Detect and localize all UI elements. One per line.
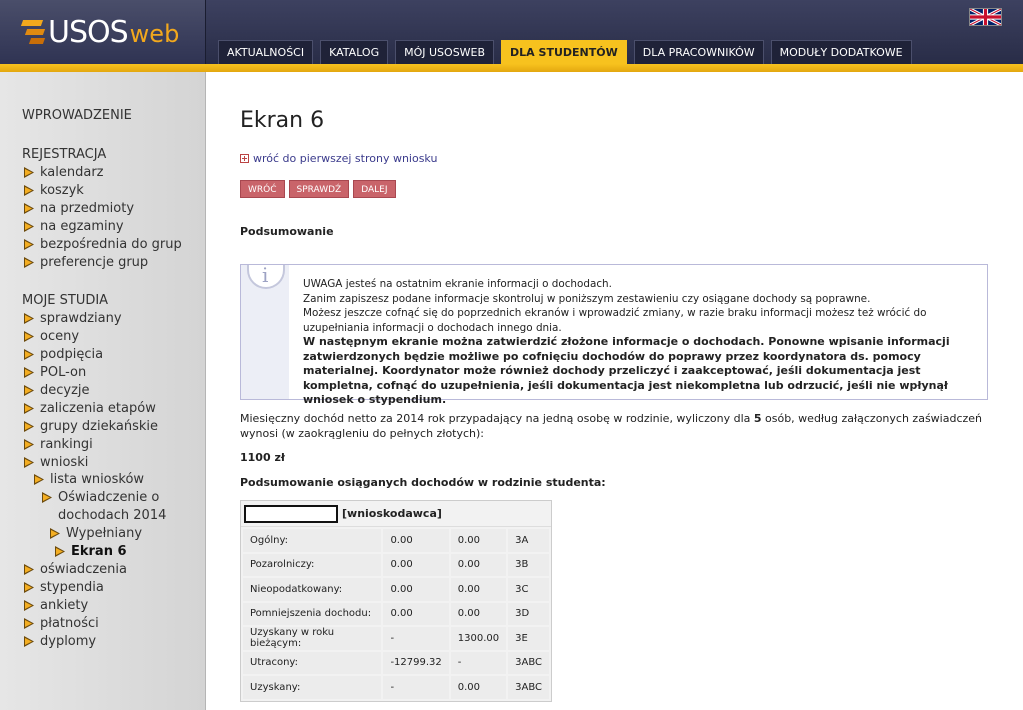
sidebar-item-study-7[interactable] bbox=[24, 437, 93, 452]
sidebar-item-after-0[interactable] bbox=[24, 562, 127, 577]
table-cell: Uzyskany: bbox=[243, 676, 381, 699]
sidebar-item-label: na przedmioty bbox=[40, 201, 135, 216]
table-cell: Nieopodatkowany: bbox=[243, 578, 381, 601]
header bbox=[0, 0, 1023, 72]
arrow-bullet-icon bbox=[24, 185, 34, 196]
sidebar-item-label: stypendia bbox=[40, 580, 104, 595]
table-cell: 0.00 bbox=[383, 603, 448, 626]
table-cell: Pomniejszenia dochodu: bbox=[243, 603, 381, 626]
sidebar-item-label: decyzje bbox=[40, 383, 90, 398]
uk-flag-icon[interactable] bbox=[969, 8, 1002, 26]
sidebar-item-reg-1[interactable] bbox=[24, 183, 84, 198]
back-link-label: wróć do pierwszej strony wniosku bbox=[253, 152, 438, 165]
arrow-bullet-icon bbox=[24, 439, 34, 450]
logo-suffix: web bbox=[129, 20, 180, 48]
sidebar-item-label: rankingi bbox=[40, 437, 93, 452]
sidebar-item-income-declaration-cont[interactable] bbox=[42, 508, 166, 523]
arrow-bullet-icon bbox=[24, 457, 34, 468]
sidebar-item-after-4[interactable] bbox=[24, 634, 96, 649]
arrow-bullet-icon bbox=[24, 313, 34, 324]
nav-tab-0[interactable]: AKTUALNOŚCI bbox=[218, 40, 313, 64]
table-cell: 0.00 bbox=[451, 529, 506, 552]
arrow-bullet-icon bbox=[24, 349, 34, 360]
income-description bbox=[240, 411, 988, 441]
table-row bbox=[243, 627, 549, 650]
arrow-bullet-icon bbox=[24, 385, 34, 396]
logo-mark-icon bbox=[22, 18, 46, 46]
check-button[interactable]: SPRAWDŹ bbox=[289, 180, 350, 198]
sidebar-item-reg-5[interactable] bbox=[24, 255, 148, 270]
arrow-bullet-icon bbox=[24, 618, 34, 629]
redacted-name-box bbox=[244, 505, 338, 523]
table-row bbox=[243, 554, 549, 577]
income-table bbox=[240, 500, 552, 702]
arrow-bullet-icon bbox=[24, 564, 34, 575]
arrow-bullet-icon bbox=[34, 474, 44, 485]
sidebar-item-label: płatności bbox=[40, 616, 99, 631]
summary-heading: Podsumowanie bbox=[240, 225, 334, 238]
table-cell: 3C bbox=[508, 578, 549, 601]
sidebar-item-study-6[interactable] bbox=[24, 419, 158, 434]
table-cell: - bbox=[383, 627, 448, 650]
sidebar-item-label: oceny bbox=[40, 329, 80, 344]
usosweb-logo[interactable] bbox=[22, 15, 179, 49]
arrow-bullet-icon bbox=[24, 167, 34, 178]
table-cell: 0.00 bbox=[383, 578, 448, 601]
info-text bbox=[303, 277, 975, 408]
sidebar bbox=[0, 72, 206, 710]
table-cell: 3A bbox=[508, 529, 549, 552]
info-icon: i bbox=[247, 265, 285, 289]
sidebar-item-study-2[interactable] bbox=[24, 347, 103, 362]
info-warning-bold: W następnym ekranie można zatwierdzić złożone informacje o dochodach. Ponowne wpisanie informacji zatwierdzonych będzie możliwe po cofnięciu dochodów do poprawy przez koordynatora ds. pomocy materialnej. Koordynator może również dochody przeliczyć i zaakceptować, jeśli dokumentacja jest kompletna, cofnąć do uzupełnienia, jeśli dokumentacja jest niekompletna lub odrzucić, jeśli nie wpłynął wniosek o stypendium. bbox=[303, 335, 950, 406]
info-notice bbox=[240, 263, 988, 406]
sidebar-item-label: grupy dziekańskie bbox=[40, 419, 159, 434]
sidebar-section-registration[interactable]: REJESTRACJA bbox=[22, 147, 107, 162]
sidebar-item-study-4[interactable] bbox=[24, 383, 90, 398]
sidebar-item-study-5[interactable] bbox=[24, 401, 156, 416]
table-cell: 3ABC bbox=[508, 676, 549, 699]
sidebar-item-label: POL-on bbox=[40, 365, 87, 380]
family-income-heading: Podsumowanie osiąganych dochodów w rodzinie studenta: bbox=[240, 476, 606, 489]
sidebar-item-label: lista wniosków bbox=[50, 472, 145, 487]
info-line-3: Możesz jeszcze cofnąć się do poprzednich ekranów i wprowadzić zmiany, w razie braku informacji możesz też wrócić do uzupełniania informacji o dochodach innego dnia. bbox=[303, 307, 927, 334]
arrow-bullet-icon bbox=[24, 203, 34, 214]
table-cell: 3E bbox=[508, 627, 549, 650]
sidebar-item-label: koszyk bbox=[40, 183, 84, 198]
header-accent-bar bbox=[0, 64, 1023, 72]
arrow-bullet-icon bbox=[24, 257, 34, 268]
income-table-header bbox=[241, 501, 551, 527]
table-cell: 0.00 bbox=[451, 554, 506, 577]
button-row bbox=[240, 180, 396, 198]
table-cell: 0.00 bbox=[383, 529, 448, 552]
table-cell: Uzyskany w roku bieżącym: bbox=[243, 627, 381, 650]
back-to-first-page-link[interactable] bbox=[240, 152, 437, 165]
sidebar-item-reg-3[interactable] bbox=[24, 219, 124, 234]
sidebar-item-label: zaliczenia etapów bbox=[40, 401, 156, 416]
nav-tab-5[interactable]: MODUŁY DODATKOWE bbox=[771, 40, 912, 64]
table-cell: 0.00 bbox=[383, 554, 448, 577]
sidebar-item-label: kalendarz bbox=[40, 165, 104, 180]
back-button[interactable]: WRÓĆ bbox=[240, 180, 285, 198]
nav-tab-2[interactable]: MÓJ USOSWEB bbox=[395, 40, 494, 64]
sidebar-item-label: Wypełniany bbox=[66, 526, 143, 541]
table-cell: 3B bbox=[508, 554, 549, 577]
sidebar-section-intro[interactable]: WPROWADZENIE bbox=[22, 108, 132, 123]
table-cell: Ogólny: bbox=[243, 529, 381, 552]
arrow-bullet-icon bbox=[42, 492, 52, 503]
table-row bbox=[243, 603, 549, 626]
arrow-bullet-icon bbox=[24, 239, 34, 250]
logo-area bbox=[0, 0, 206, 72]
applicant-role: [wnioskodawca] bbox=[342, 507, 442, 520]
sidebar-item-study-0[interactable] bbox=[24, 311, 122, 326]
table-cell: 0.00 bbox=[451, 578, 506, 601]
arrow-bullet-icon bbox=[50, 528, 60, 539]
arrow-bullet-icon bbox=[24, 221, 34, 232]
arrow-bullet-icon bbox=[24, 421, 34, 432]
info-line-1: UWAGA jesteś na ostatnim ekranie informacji o dochodach. bbox=[303, 278, 612, 290]
sidebar-item-label: oświadczenia bbox=[40, 562, 127, 577]
next-button[interactable]: DALEJ bbox=[353, 180, 395, 198]
income-value: 1100 zł bbox=[240, 451, 285, 464]
sidebar-item-label: wnioski bbox=[40, 455, 89, 470]
arrow-bullet-icon bbox=[24, 367, 34, 378]
sidebar-item-income-declaration[interactable] bbox=[42, 490, 159, 505]
sidebar-item-study-1[interactable] bbox=[24, 329, 79, 344]
nav-tab-1[interactable]: KATALOG bbox=[320, 40, 388, 64]
sidebar-item-label: podpięcia bbox=[40, 347, 104, 362]
table-cell: 1300.00 bbox=[451, 627, 506, 650]
sidebar-item-study-3[interactable] bbox=[24, 365, 86, 380]
income-post: osób, według załączonych zaświadczeń wynosi (w zaokrągleniu do pełnych złotych): bbox=[240, 412, 983, 440]
sidebar-item-application-list[interactable] bbox=[34, 472, 144, 487]
sidebar-item-after-3[interactable] bbox=[24, 616, 99, 631]
nav-tab-3[interactable]: DLA STUDENTÓW bbox=[501, 40, 627, 64]
table-cell: -12799.32 bbox=[383, 652, 448, 675]
table-row bbox=[243, 529, 549, 552]
info-sidebar bbox=[241, 265, 289, 399]
sidebar-item-label: sprawdziany bbox=[40, 311, 122, 326]
arrow-bullet-icon bbox=[24, 582, 34, 593]
info-line-2: Zanim zapiszesz podane informacje skontroluj w poniższym zestawieniu czy osiągane dochody są poprawne. bbox=[303, 292, 871, 305]
page-title: Ekran 6 bbox=[240, 108, 325, 133]
arrow-bullet-icon bbox=[24, 331, 34, 342]
sidebar-item-label: dochodach 2014 bbox=[58, 508, 167, 523]
table-cell: - bbox=[383, 676, 448, 699]
table-cell: 0.00 bbox=[451, 603, 506, 626]
sidebar-item-after-1[interactable] bbox=[24, 580, 104, 595]
sidebar-item-reg-4[interactable] bbox=[24, 237, 182, 252]
sidebar-item-study-8[interactable] bbox=[24, 455, 88, 470]
table-row bbox=[243, 676, 549, 699]
table-row bbox=[243, 652, 549, 675]
table-cell: 3ABC bbox=[508, 652, 549, 675]
sidebar-item-label: Oświadczenie o bbox=[58, 490, 160, 505]
sidebar-item-label: preferencje grup bbox=[40, 255, 149, 270]
table-cell: 0.00 bbox=[451, 676, 506, 699]
table-cell: 3D bbox=[508, 603, 549, 626]
sidebar-item-label: na egzaminy bbox=[40, 219, 124, 234]
sidebar-item-after-2[interactable] bbox=[24, 598, 88, 613]
arrow-bullet-icon bbox=[24, 600, 34, 611]
arrow-bullet-icon bbox=[55, 546, 65, 557]
nav-tab-4[interactable]: DLA PRACOWNIKÓW bbox=[634, 40, 764, 64]
main-nav bbox=[218, 40, 912, 64]
sidebar-item-screen-6[interactable] bbox=[55, 544, 127, 559]
arrow-bullet-icon bbox=[24, 636, 34, 647]
sidebar-section-my-studies[interactable]: MOJE STUDIA bbox=[22, 293, 109, 308]
sidebar-item-label: ankiety bbox=[40, 598, 89, 613]
table-row bbox=[243, 578, 549, 601]
plus-icon bbox=[240, 154, 249, 163]
sidebar-item-filled[interactable] bbox=[50, 526, 142, 541]
sidebar-item-label: Ekran 6 bbox=[71, 544, 127, 559]
income-pre: Miesięczny dochód netto za 2014 rok przypadający na jedną osobę w rodzinie, wyliczony dla bbox=[240, 412, 754, 425]
sidebar-item-reg-0[interactable] bbox=[24, 165, 104, 180]
table-cell: Pozarolniczy: bbox=[243, 554, 381, 577]
sidebar-item-reg-2[interactable] bbox=[24, 201, 134, 216]
table-cell: - bbox=[451, 652, 506, 675]
sidebar-item-label: bezpośrednia do grup bbox=[40, 237, 182, 252]
table-cell: Utracony: bbox=[243, 652, 381, 675]
income-table-body bbox=[241, 527, 551, 701]
arrow-bullet-icon bbox=[24, 403, 34, 414]
logo-text: USOS bbox=[48, 14, 128, 50]
income-persons: 5 bbox=[753, 412, 762, 425]
sidebar-item-label: dyplomy bbox=[40, 634, 97, 649]
